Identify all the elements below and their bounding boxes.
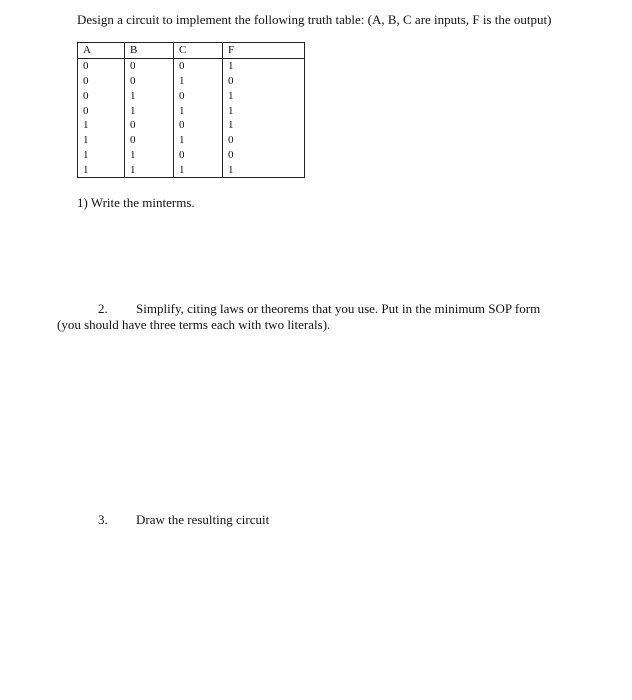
- table-cell-f: 1: [223, 88, 305, 103]
- table-cell-a: 0: [78, 74, 125, 89]
- table-cell-c: 1: [174, 103, 223, 118]
- table-cell-f: 1: [223, 103, 305, 118]
- question-2-text: Simplify, citing laws or theorems that you use. Put in the minimum SOP form: [136, 301, 541, 316]
- column-header-b: B: [125, 43, 174, 59]
- question-3-text: Draw the resulting circuit: [136, 512, 270, 527]
- problem-statement: Design a circuit to implement the following truth table: (A, B, C are inputs, F is the output): [77, 12, 552, 27]
- question-2-line-1: [98, 301, 540, 317]
- table-row: [78, 74, 305, 89]
- table-cell-c: 0: [174, 88, 223, 103]
- table-cell-a: 1: [78, 148, 125, 163]
- table-cell-a: 1: [78, 133, 125, 148]
- table-cell-c: 1: [174, 133, 223, 148]
- table-cell-b: 1: [125, 162, 174, 177]
- table-row: [78, 133, 305, 148]
- table-cell-a: 0: [78, 103, 125, 118]
- table-row: [78, 148, 305, 163]
- table-cell-c: 1: [174, 162, 223, 177]
- column-header-a: A: [78, 43, 125, 59]
- table-cell-c: 0: [174, 118, 223, 133]
- table-row: [78, 88, 305, 103]
- question-3: [98, 512, 269, 528]
- table-cell-b: 1: [125, 103, 174, 118]
- question-3-number: 3.: [98, 512, 108, 527]
- column-header-f: F: [223, 43, 305, 59]
- table-row: [78, 58, 305, 73]
- table-cell-a: 0: [78, 58, 125, 73]
- table-cell-b: 1: [125, 148, 174, 163]
- table-row: [78, 103, 305, 118]
- table-cell-b: 0: [125, 118, 174, 133]
- table-cell-a: 1: [78, 162, 125, 177]
- table-cell-f: 1: [223, 162, 305, 177]
- table-cell-b: 1: [125, 88, 174, 103]
- table-cell-f: 0: [223, 148, 305, 163]
- table-cell-f: 0: [223, 133, 305, 148]
- table-cell-a: 1: [78, 118, 125, 133]
- column-header-c: C: [174, 43, 223, 59]
- table-cell-b: 0: [125, 133, 174, 148]
- truth-table: [77, 42, 305, 178]
- question-2-number: 2.: [98, 301, 108, 316]
- table-cell-b: 0: [125, 74, 174, 89]
- table-cell-f: 0: [223, 74, 305, 89]
- table-cell-f: 1: [223, 58, 305, 73]
- table-cell-b: 0: [125, 58, 174, 73]
- table-row: [78, 162, 305, 177]
- table-header-row: [78, 43, 305, 59]
- table-cell-f: 1: [223, 118, 305, 133]
- table-cell-a: 0: [78, 88, 125, 103]
- question-1: 1) Write the minterms.: [77, 195, 195, 210]
- table-cell-c: 0: [174, 148, 223, 163]
- question-2-line-2: (you should have three terms each with two literals).: [57, 317, 331, 332]
- table-row: [78, 118, 305, 133]
- table-cell-c: 1: [174, 74, 223, 89]
- table-cell-c: 0: [174, 58, 223, 73]
